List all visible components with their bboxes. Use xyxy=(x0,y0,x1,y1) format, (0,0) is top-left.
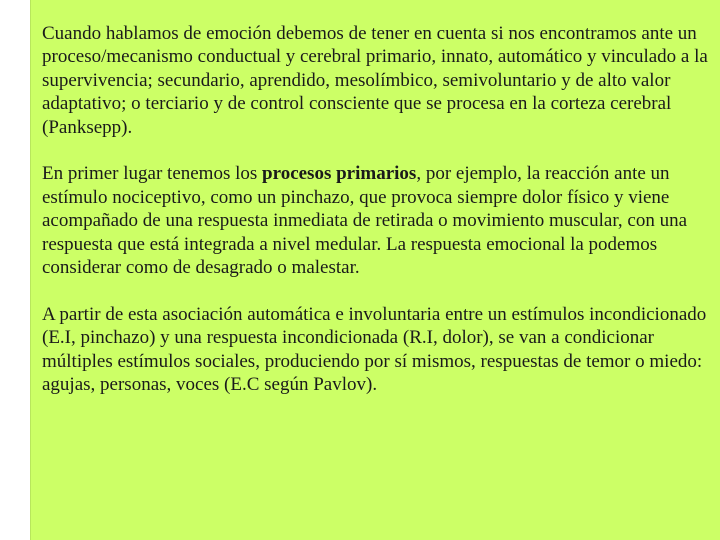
bold-term-primary-processes: procesos primarios xyxy=(262,163,417,185)
paragraph-conditioning: A partir de esta asociación automática e involuntaria entre un estímulos incondicionado (E.I, pinchazo) y una respuesta incondicionada (R.I, dolor), se van a condicionar múltiples estímulos sociales, produciendo por sí mismos, respuestas de temor o miedo: agujas, personas, voces (E.C según Pavlov). xyxy=(42,303,707,396)
text-block xyxy=(42,22,718,420)
paragraph-2-intro: En primer lugar tenemos los xyxy=(42,163,263,185)
paragraph-emotion-processes: Cuando hablamos de emoción debemos de tener en cuenta si nos encontramos ante un proceso/mecanismo conductual y cerebral primario, innato, automático y vinculado a la supervivencia; secundario, aprendido, mesolímbico, semivoluntario y de alto valor adaptativo; o terciario y de control consciente que se procesa en la corteza cerebral (Panksepp). xyxy=(42,23,708,138)
slide-left-edge xyxy=(30,0,31,540)
paragraph-primary-processes xyxy=(42,162,718,279)
paragraph-2-body: , por ejemplo, la reacción ante un estímulo nociceptivo, como un pinchazo, que provoca siempre dolor físico y viene acompañado de una respuesta inmediata de retirada o movimiento muscular, con una respuesta que está integrada a nivel medular. La respuesta emocional la podemos considerar como de desagrado o malestar. xyxy=(42,163,688,279)
slide-panel xyxy=(30,0,720,540)
